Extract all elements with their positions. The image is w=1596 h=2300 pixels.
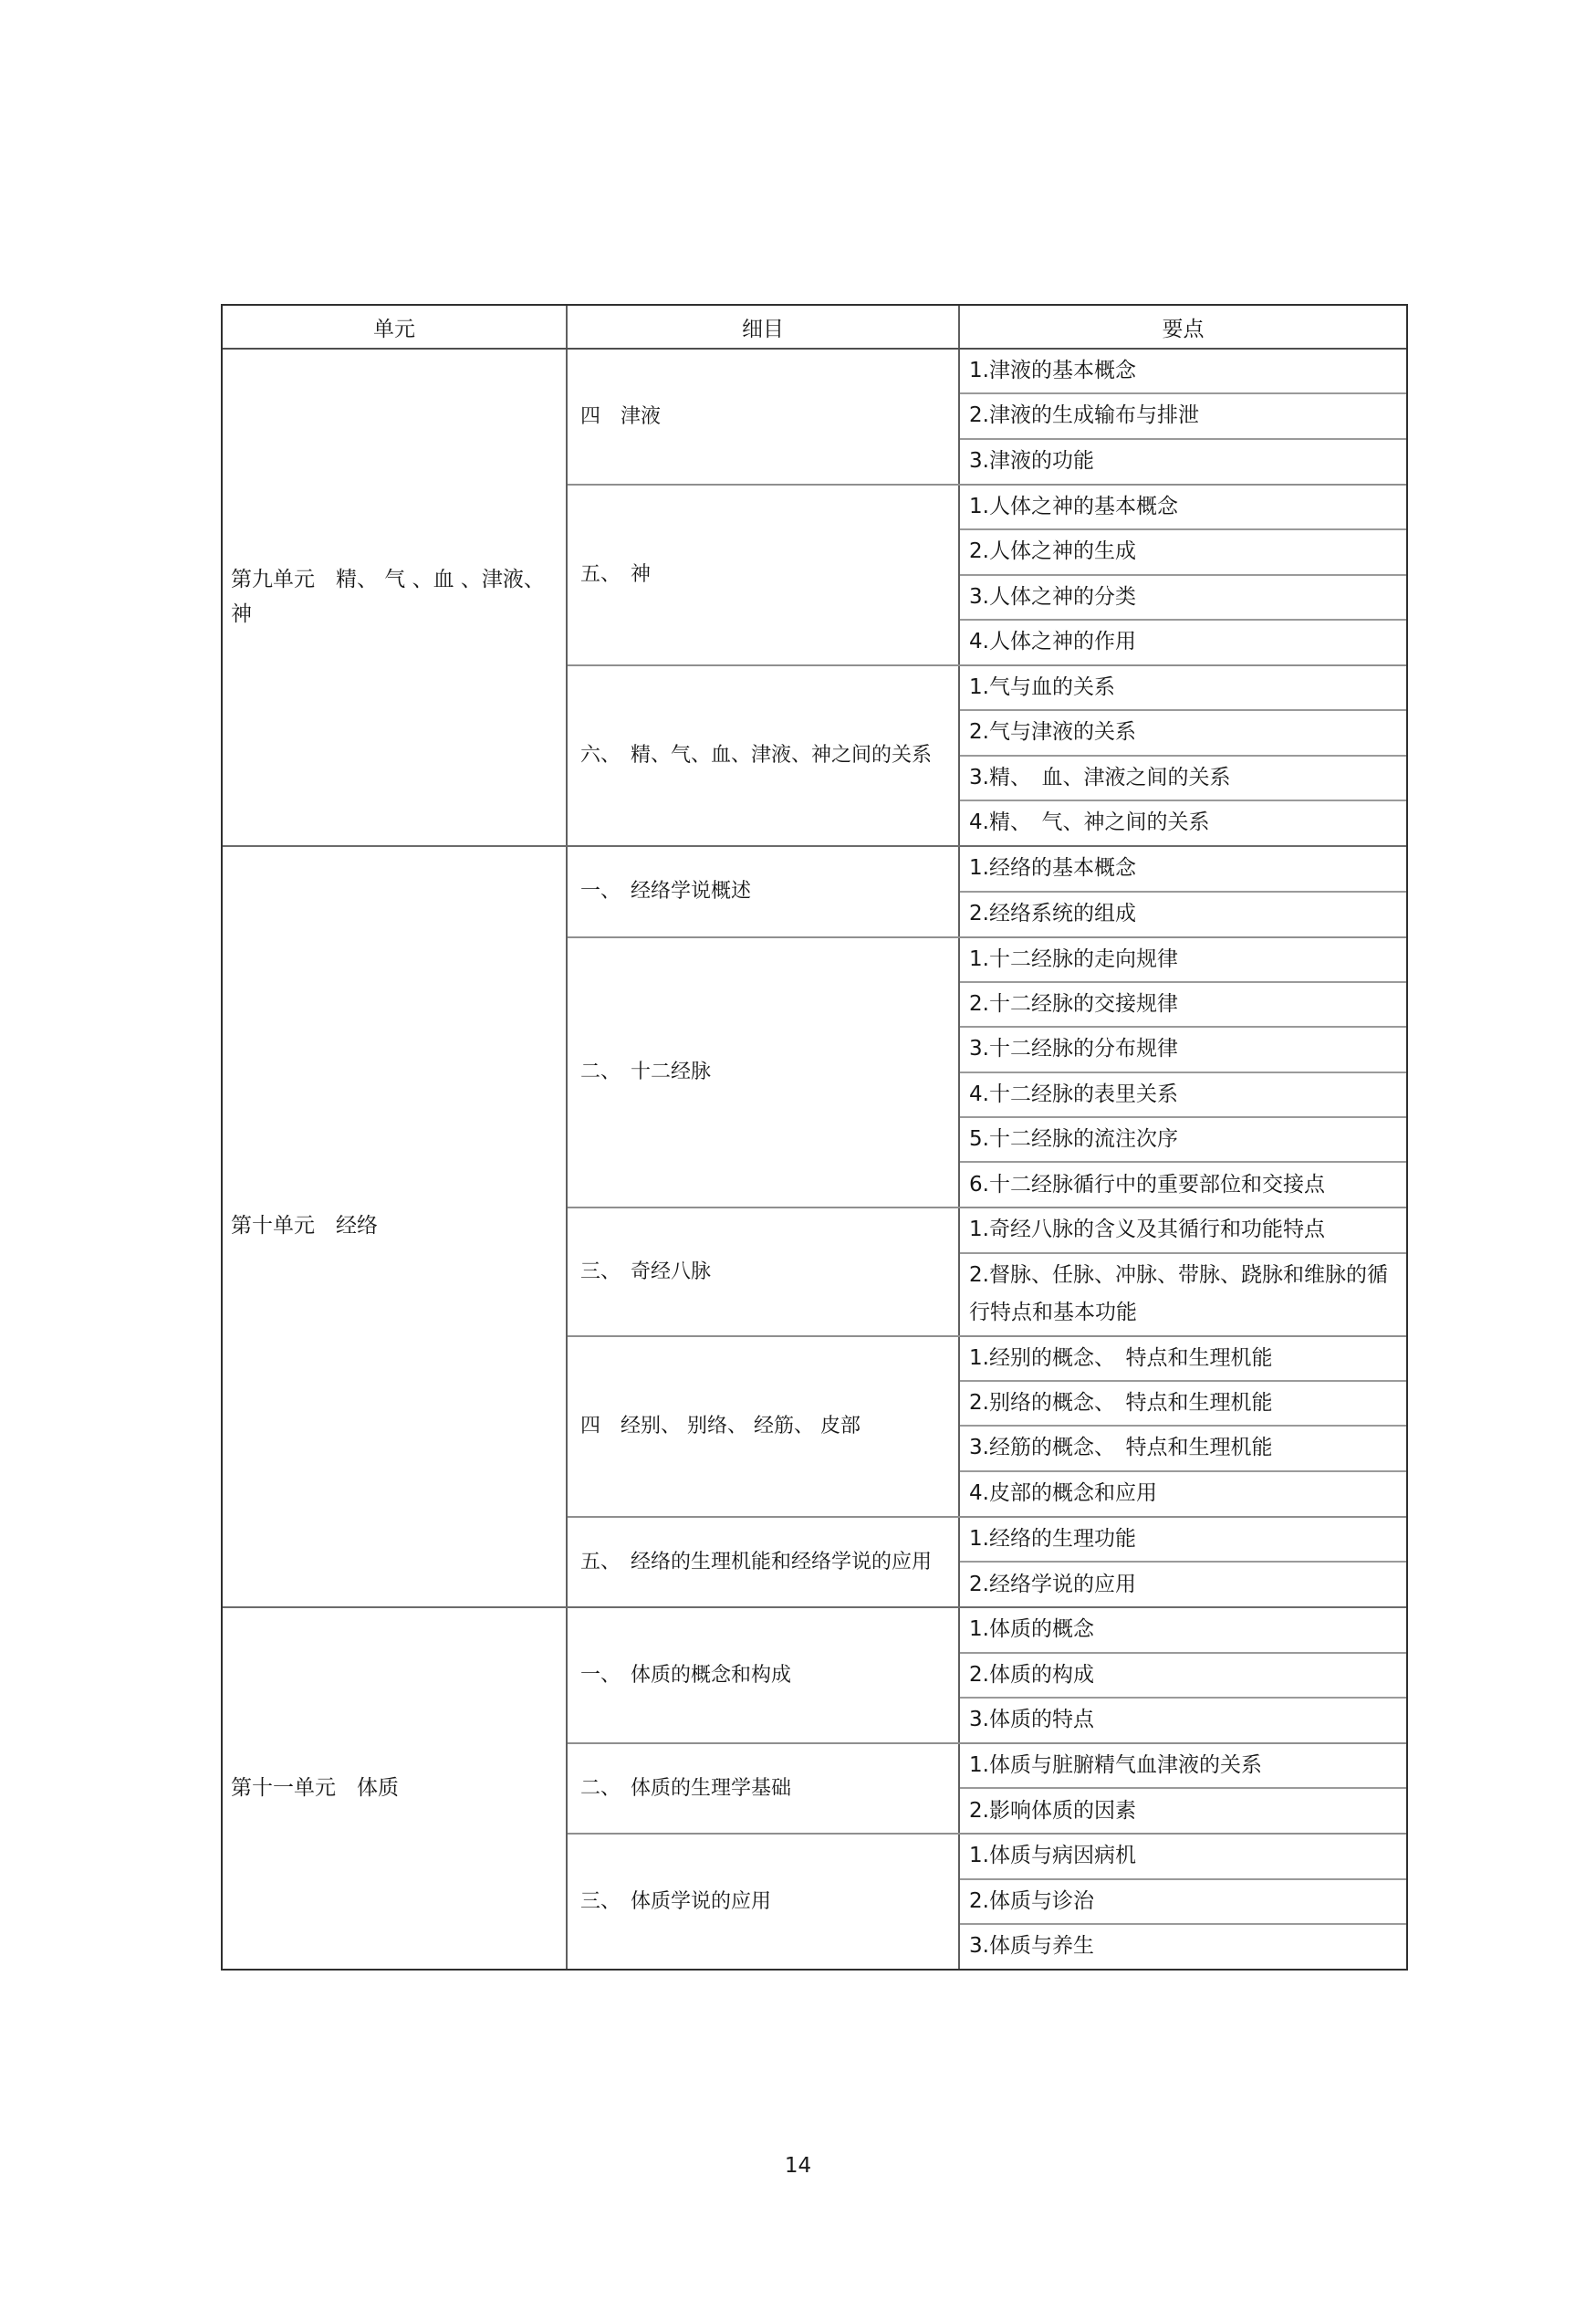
- unit-sections: [568, 350, 1406, 845]
- points-column: [960, 1518, 1406, 1606]
- unit-sections: [568, 1608, 1406, 1969]
- point-cell: 4.精、 气、神之间的关系: [969, 810, 1210, 835]
- point-cell: 3.体质与养生: [969, 1934, 1094, 1959]
- section-row: [568, 847, 1406, 937]
- points-column: [960, 938, 1406, 1208]
- header-cell-points: 要点: [1162, 317, 1205, 341]
- section-row: [568, 1208, 1406, 1336]
- syllabus-table: [221, 304, 1408, 1971]
- point-cell: 5.十二经脉的流注次序: [960, 1118, 1406, 1163]
- point-cell: 2.津液的生成输布与排泄: [960, 394, 1406, 439]
- point-cell: 4.皮部的概念和应用: [969, 1481, 1157, 1506]
- points-column: [960, 350, 1406, 484]
- point-cell: 2.影响体质的因素: [969, 1798, 1136, 1823]
- section-label-cell: 五、 神: [568, 486, 960, 664]
- table-body: [223, 350, 1406, 1969]
- points-column: [960, 1835, 1406, 1969]
- section-row: [568, 486, 1406, 666]
- section-row: [568, 1608, 1406, 1744]
- section-label-cell: 三、 奇经八脉: [568, 1208, 960, 1334]
- points-column: [960, 847, 1406, 936]
- unit-cell: 第十一单元 体质: [223, 1608, 568, 1969]
- header-cell-unit: 单元: [223, 306, 568, 348]
- section-row: [568, 1835, 1406, 1969]
- section-label-cell: 一、 经络学说概述: [568, 847, 960, 936]
- point-cell: 3.十二经脉的分布规律: [960, 1028, 1406, 1072]
- point-cell: 1.津液的基本概念: [960, 350, 1406, 394]
- points-column: [960, 666, 1406, 845]
- point-cell: 4.十二经脉的表里关系: [960, 1073, 1406, 1118]
- point-cell: 3.人体之神的分类: [960, 576, 1406, 621]
- points-column: [960, 1744, 1406, 1833]
- unit-row: [223, 350, 1406, 847]
- table-header-row: [223, 306, 1406, 350]
- point-cell: 2.十二经脉的交接规律: [960, 983, 1406, 1028]
- page-number: 14: [784, 2154, 812, 2178]
- section-row: [568, 1337, 1406, 1518]
- unit-sections: [568, 847, 1406, 1606]
- points-column: [960, 486, 1406, 664]
- unit-cell: 第十单元 经络: [223, 847, 568, 1606]
- point-cell: 1.人体之神的基本概念: [960, 486, 1406, 530]
- section-label-cell: 三、 体质学说的应用: [568, 1835, 960, 1969]
- point-cell: 6.十二经脉循行中的重要部位和交接点: [969, 1172, 1325, 1197]
- points-column: [960, 1608, 1406, 1742]
- section-row: [568, 938, 1406, 1209]
- point-cell: 1.经络的生理功能: [960, 1518, 1406, 1563]
- point-cell: 1.气与血的关系: [960, 666, 1406, 711]
- point-cell: 2.气与津液的关系: [960, 711, 1406, 756]
- point-cell: 2.别络的概念、 特点和生理机能: [960, 1382, 1406, 1427]
- point-cell: 1.体质与病因病机: [960, 1835, 1406, 1879]
- point-cell: 1.奇经八脉的含义及其循行和功能特点: [960, 1208, 1406, 1253]
- point-cell: 2.体质的构成: [960, 1654, 1406, 1699]
- header-cell-detail: 细目: [568, 306, 960, 348]
- section-label-cell: 二、 体质的生理学基础: [568, 1744, 960, 1833]
- point-cell: 3.经筋的概念、 特点和生理机能: [960, 1427, 1406, 1471]
- section-row: [568, 1518, 1406, 1606]
- section-label-cell: 六、 精、气、血、津液、神之间的关系: [568, 666, 960, 845]
- unit-cell: 第九单元 精、 气 、血 、津液、神: [223, 350, 568, 845]
- points-column: [960, 1337, 1406, 1516]
- point-cell: 3.体质的特点: [969, 1708, 1094, 1732]
- points-column: [960, 1208, 1406, 1334]
- section-label-cell: 四 经别、 别络、 经筋、 皮部: [568, 1337, 960, 1516]
- point-cell: 3.精、 血、津液之间的关系: [960, 757, 1406, 801]
- section-label-cell: 五、 经络的生理机能和经络学说的应用: [568, 1518, 960, 1606]
- point-cell: 1.体质与脏腑精气血津液的关系: [960, 1744, 1406, 1789]
- point-cell: 2.人体之神的生成: [960, 530, 1406, 575]
- point-cell: 1.经别的概念、 特点和生理机能: [960, 1337, 1406, 1382]
- section-label-cell: 四 津液: [568, 350, 960, 484]
- point-cell: 4.人体之神的作用: [969, 630, 1136, 654]
- unit-row: [223, 1608, 1406, 1969]
- point-cell: 2.经络系统的组成: [969, 901, 1136, 925]
- point-cell: 2.经络学说的应用: [969, 1572, 1136, 1596]
- point-cell: 1.体质的概念: [960, 1608, 1406, 1653]
- section-label-cell: 一、 体质的概念和构成: [568, 1608, 960, 1742]
- point-cell: 1.十二经脉的走向规律: [960, 938, 1406, 983]
- point-cell: 3.津液的功能: [969, 449, 1094, 474]
- section-row: [568, 1744, 1406, 1835]
- section-label-cell: 二、 十二经脉: [568, 938, 960, 1208]
- section-row: [568, 666, 1406, 845]
- point-cell: 2.体质与诊治: [960, 1880, 1406, 1925]
- point-cell: 1.经络的基本概念: [960, 847, 1406, 892]
- section-row: [568, 350, 1406, 486]
- unit-row: [223, 847, 1406, 1608]
- point-cell: 2.督脉、任脉、冲脉、带脉、跷脉和维脉的循行特点和基本功能: [969, 1262, 1388, 1325]
